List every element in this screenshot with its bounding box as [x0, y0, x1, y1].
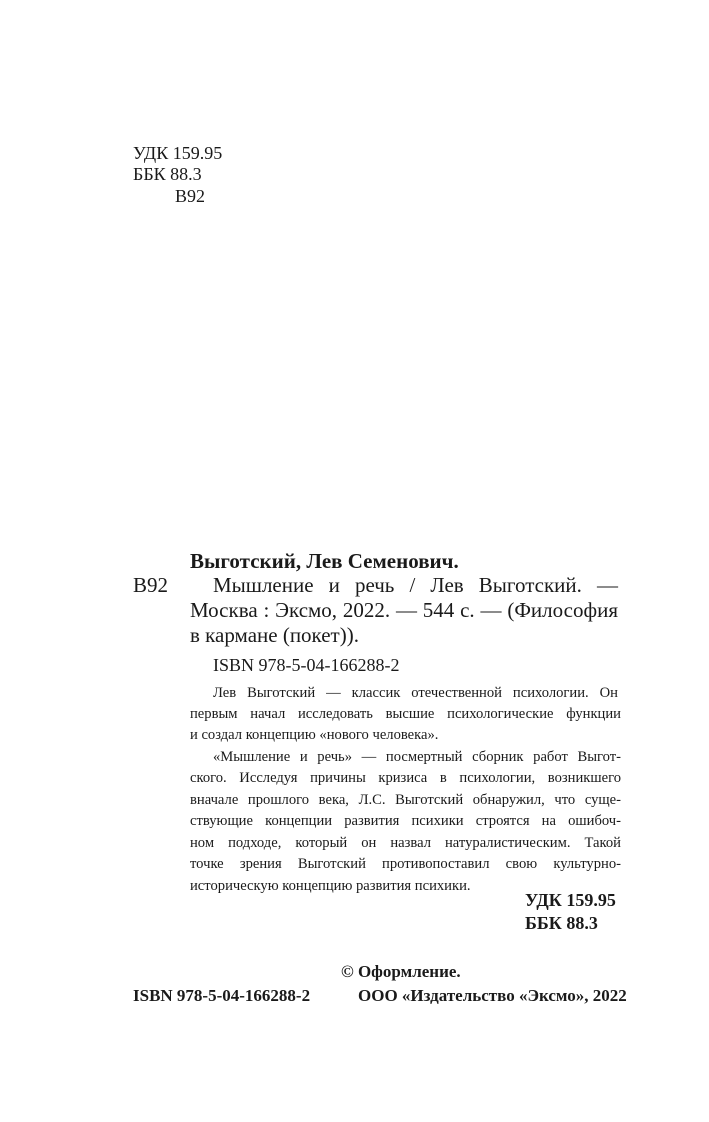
- annotation-line: ном подходе, который он назвал натуралистическим. Такой: [190, 835, 621, 851]
- annotation-line: историческую концепцию развития психики.: [190, 878, 471, 894]
- udk-code-bottom: УДК 159.95: [525, 890, 616, 910]
- bbk-code: ББК 88.3: [133, 164, 202, 184]
- udk-code: УДК 159.95: [133, 143, 223, 163]
- entry-author: Выготский, Лев Семенович.: [190, 549, 459, 573]
- annotation-line: ского. Исследуя причины кризиса в психологии, возникшего: [190, 770, 621, 786]
- annotation-line: Лев Выготский — классик отечественной психологии. Он: [213, 685, 618, 701]
- entry-title-line-3: в кармане (покет)).: [190, 623, 359, 647]
- entry-isbn: ISBN 978-5-04-166288-2: [213, 655, 400, 675]
- copyright-publisher: ООО «Издательство «Эксмо», 2022: [358, 986, 627, 1005]
- entry-author-mark: В92: [133, 573, 169, 597]
- footer-isbn: ISBN 978-5-04-166288-2: [133, 986, 311, 1005]
- copyright-design: © Оформление.: [341, 962, 461, 981]
- annotation-line: и создал концепцию «нового человека».: [190, 727, 439, 743]
- annotation-line: «Мышление и речь» — посмертный сборник работ Выгот-: [213, 749, 621, 765]
- annotation-line: ствующие концепции развития психики строятся на ошибоч-: [190, 813, 621, 829]
- bbk-code-bottom: ББК 88.3: [525, 913, 598, 933]
- author-mark: В92: [175, 186, 206, 206]
- annotation-line: первым начал исследовать высшие психологические функции: [190, 706, 621, 722]
- annotation-line: точке зрения Выготский противопоставил свою культурно-: [190, 856, 621, 872]
- entry-title-line-1: Мышление и речь / Лев Выготский. —: [213, 573, 618, 597]
- annotation-line: вначале прошлого века, Л.С. Выготский обнаружил, что суще-: [190, 792, 621, 808]
- entry-title-line-2: Москва : Эксмо, 2022. — 544 с. — (Философия: [190, 598, 618, 622]
